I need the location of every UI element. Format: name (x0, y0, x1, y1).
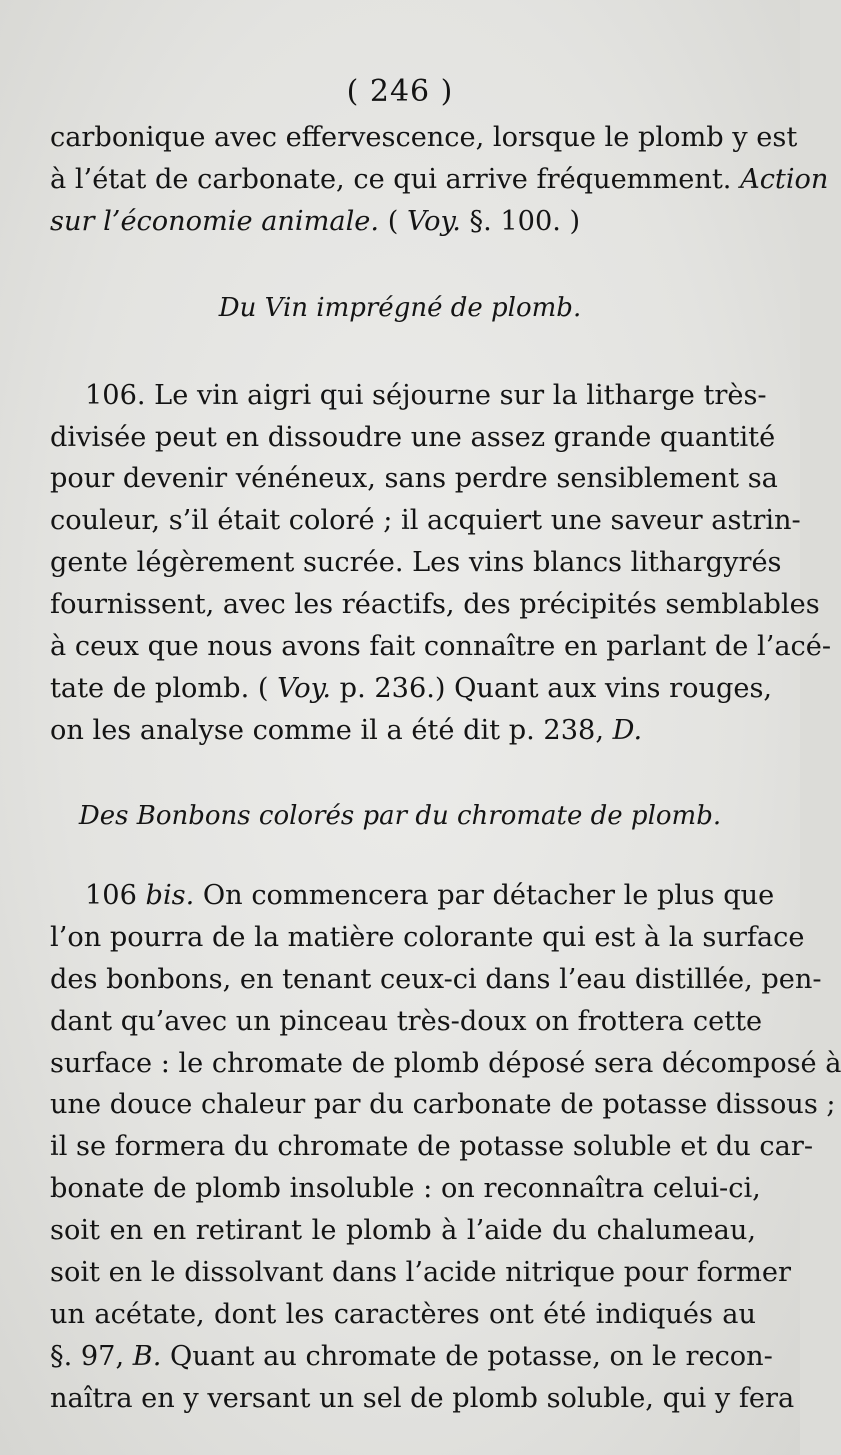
italic-span: sur l’économie animale. (50, 206, 380, 237)
text-span: 106 (85, 880, 146, 911)
text-span: p. 236.) Quant aux vins rouges, (331, 673, 773, 704)
text-span: ( (379, 206, 407, 237)
text-line: bonate de plomb insoluble : on reconnaîtra celui-ci, (50, 1173, 761, 1204)
text-line: soit en le dissolvant dans l’acide nitrique pour former (50, 1257, 791, 1288)
text-line: gente légèrement sucrée. Les vins blancs lithargyrés (50, 547, 782, 578)
text-line: 106. Le vin aigri qui séjourne sur la litharge très- (85, 380, 767, 411)
text-line: à ceux que nous avons fait connaître en parlant de l’acé- (50, 631, 832, 662)
text-line: naîtra en y versant un sel de plomb soluble, qui y fera (50, 1383, 795, 1414)
text-line: fournissent, avec les réactifs, des précipités semblables (50, 589, 820, 620)
text-line: l’on pourra de la matière colorante qui est à la surface (50, 922, 805, 953)
italic-span: bis. (145, 880, 195, 911)
italic-span: D. (612, 715, 643, 746)
text-line: couleur, s’il était coloré ; il acquiert une saveur astrin- (50, 505, 801, 536)
text-line (50, 202, 756, 242)
italic-span: Voy. (277, 673, 332, 704)
text-line: une douce chaleur par du carbonate de potasse dissous ; (50, 1089, 836, 1120)
text-line (50, 1337, 773, 1377)
text-line (50, 118, 798, 158)
text-line (85, 876, 775, 916)
text-span: Quant au chromate de potasse, on le recon- (161, 1341, 773, 1372)
section-heading-bonbons: Des Bonbons colorés par du chromate de plomb. (78, 801, 722, 831)
text-line (50, 669, 773, 709)
italic-span: Voy. (406, 206, 461, 237)
text-span: on les analyse comme il a été dit p. 238, (50, 715, 613, 746)
text-line: surface : le chromate de plomb déposé sera décomposé à (50, 1048, 841, 1079)
text-line: soit en en retirant le plomb à l’aide du chalumeau, (50, 1215, 756, 1246)
text-line: dant qu’avec un pinceau très-doux on frottera cette (50, 1006, 763, 1037)
text-span: §. 97, (50, 1341, 133, 1372)
text-line (50, 711, 756, 751)
text-line: il se formera du chromate de potasse soluble et du car- (50, 1131, 814, 1162)
page-number: ( 246 ) (346, 74, 454, 109)
text-line: un acétate, dont les caractères ont été indiqués au (50, 1299, 756, 1330)
text-span: à l’état de carbonate, ce qui arrive fréquemment. (50, 164, 741, 195)
text-span: §. 100. ) (460, 206, 581, 237)
italic-span: Action (740, 164, 829, 195)
text-line: des bonbons, en tenant ceux-ci dans l’eau distillée, pen- (50, 964, 822, 995)
italic-span: B. (132, 1341, 162, 1372)
text-line: pour devenir vénéneux, sans perdre sensiblement sa (50, 463, 778, 494)
text-span: tate de plomb. ( (50, 673, 278, 704)
text-span: carbonique avec effervescence, lorsque le plomb y est (50, 122, 798, 153)
text-span: On commencera par détacher le plus que (194, 880, 775, 911)
section-heading-vin: Du Vin imprégné de plomb. (218, 293, 582, 323)
text-line (50, 160, 829, 200)
text-line: divisée peut en dissoudre une assez grande quantité (50, 422, 776, 453)
